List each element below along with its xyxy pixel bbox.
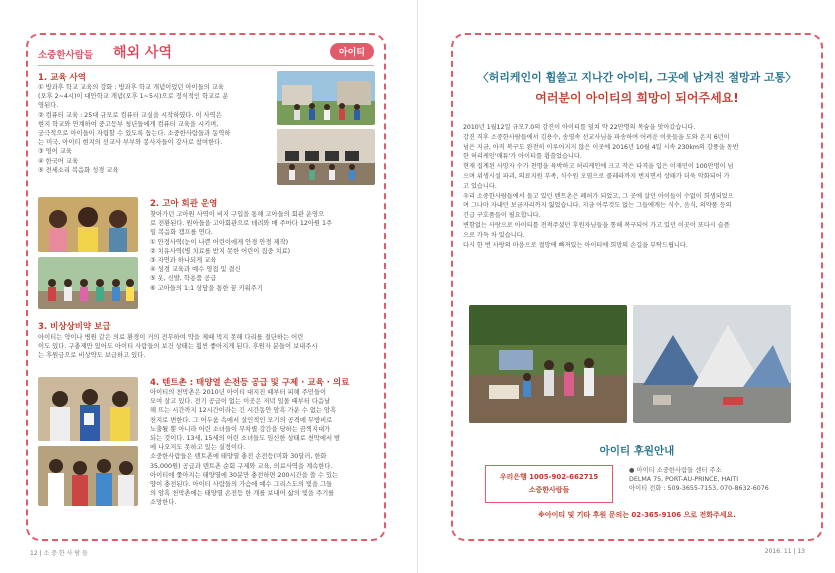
left-page — [0, 0, 417, 573]
right-content-card — [451, 33, 823, 541]
header-divider — [38, 65, 374, 66]
photo-destroyed-tent-village — [633, 305, 791, 423]
footer-right-page-number: 2016. 11 | 13 — [764, 548, 805, 555]
header-org-name: 소중한사람들 — [38, 50, 94, 61]
footer-left-page-number: 12 | 소 중 한 사 람 들 — [30, 550, 88, 557]
section-medicine-text: 아이티는 약이나 병원 같은 의료 환경이 거의 전무하여 약을 제때 먹지 못해 다리를 절단하는 어린 이도 있다. 구충제만 있어도 아이티 사람들의 보건 상태는 훨씬 좋아지게 된다. 후원자 분들이 보내주시 는 후원금으로 비상약도 보급하고 있다. — [38, 334, 318, 360]
section-tent-village-text: 아이티의 천막촌은 2010년 아이티 대지진 때부터 피해 주민들이 모여 살고 있다. 전기 공급이 없는 이곳은 저녁 일몰 때부터 다음날 해 뜨는 시간까지 12시간이라는 긴 시간동안 암흑 가운 수 없는 암흑 천지로 변한다. 그 어두움 속에서 살인적인 모기의 공격에 무방비로 노출될 뿐 아니라 어린 소녀들이 무차별 강간을 당하는 끔찍지대가 되는 것이다. 13세, 15세의 어린 소녀들도 임신한 상태로 천막에서 밤 에 나오지도 못하고 있는 실정이다. 소중한사람들은 텐트촌에 태양열 충전 손전등(미화 30달러, 한화 35,000원) 공급과 텐트촌 순회 구제와 교육, 의료사역을 계속한다. 아이티에 쫓아지는 태양열에 30분만 충전하면 200시간을 쓸 수 있는 양이 충전된다. 아이티 사람들의 가슴에 예수 그리스도의 빛을 그들 의 암흑 천막촌에는 태양열 손전등 한 개를 보내어 삶의 빛을 주기를 소망한다. — [150, 389, 341, 507]
bank-account-number: 우리은행 1005-902-662715 — [499, 473, 599, 481]
section-title-medicine: 3. 비상상비약 보급 — [38, 322, 111, 332]
photo-orphan-kids — [38, 197, 138, 252]
country-tag: 아이티 — [330, 43, 374, 60]
right-page — [418, 0, 835, 573]
appeal-subtitle: 〈허리케인이 휩쓸고 지나간 아이티, 그곳에 남겨진 절망과 고통〉 — [477, 71, 797, 84]
section-title-education: 1. 교육 사역 — [38, 73, 86, 83]
photo-tent-village-kids — [38, 446, 138, 506]
left-header — [38, 41, 374, 63]
haiti-center-address: ● 아이티 소중한사람들 센터 주소 DELMA 75, PORT-AU-PRINCE, HAITI 아이티 전화 : 509-3655-7153, 070-8632-6076 — [629, 467, 769, 492]
bank-account-box — [485, 465, 613, 503]
section-orphan-hall-text: 찾아가던 고아원 사역이 비지 구입을 통해 고아들의 회관 운영으 로 전환된다. 원아들을 고아회관으로 데려와 매 주마다 12아원 1주 일 복음화 캠프를 연다. ① 안정사역(눈이 나쁜 어린이에게 안경 안경 제작) ② 치유사역(병 치료를 받지 못한 어린이 집중 치료) ③ 자연과 하나되게 교육 ④ 성경 교육과 예수 영접 및 결신 ⑤ 옷, 신발, 학용품 공급 ⑥ 고아들의 1:1 상담을 통한 꿈 키워주기 — [150, 211, 333, 292]
section-title-tent-village: 4. 텐트촌 : 태양열 손전등 공급 및 구제 · 교육 · 의료 — [150, 378, 350, 388]
photo-school-group — [277, 71, 375, 125]
appeal-title: 여러분이 아이티의 희망이 되어주세요! — [535, 91, 739, 105]
header-title: 해외 사역 — [113, 45, 172, 61]
photo-computer-class — [277, 129, 375, 185]
left-content-card — [26, 33, 386, 541]
section-title-orphan-hall: 2. 고아 회관 운영 — [150, 199, 218, 209]
support-info-title: 아이티 후원안내 — [599, 445, 675, 457]
section-education-text: ① 방과후 학교 교육의 강화 : 방과후 학교 개념이었던 아이들의 교육 (오후 2~4시)이 대안학교 개념(오후 1~5시)으로 정식적인 학교로 운 영된다. ② 컴퓨터 교육 : 25대 규모로 컴퓨터 교실을 시작하였다. 이 사역은 현지 학교와 연계하여 중고등부 청년들에게 컴퓨터 교육을 시키며, 궁극적으로 아이들이 자립할 수 있도록 돕는다. 소중한사람들과 동역하 는 미국, 아이티 현지의 선교사 부부와 봉사자들이 강사로 참여한다. ③ 영어 교육 ④ 한국어 교육 ⑤ 전세소리 복음화 성경 교육 — [38, 84, 231, 174]
photo-medicine-distribution — [38, 377, 138, 441]
photo-orphan-group — [38, 257, 138, 309]
contact-phone-note: ※아이티 및 기타 후원 문의는 02-365-9106 으로 전화주세요. — [538, 511, 736, 519]
bank-account-holder: 소중한사람들 — [528, 486, 570, 494]
appeal-body-text: 2010년 1월12일 규모7.0의 강진이 아이티를 덮쳐 약 22만명의 목숨을 앗아갔습니다. 강진 직후 소중한사람들에서 김용수, 송영속 선교사님을 파송하여 어려운 이웃들을 도와 온지 6년이 넘은 지금, 아직 복구도 완전히 이루어지지 않은 이곳에 2016년 10월 4일 시속 230km의 강풍을 동반 한 허리케인'매튜'가 아이티를 휩쓸었습니다. 현재 집계된 사망자 수가 천명을 육박하고 허리케인에 크고 작은 타격을 입은 이재민이 100만명이 넘 으며 위생시설 파괴, 의료지원 부족, 식수원 오염으로 콜레라까지 번지면서 상태가 더욱 악화되어 가 고 있습니다. 우리 소중한사람들에서 돌고 있던 텐트촌은 폐허가 되었고, 그 곳에 살던 아이들이 수없이 희생되었으 며 그나마 자내던 보금자리까지 잃었습니다. 지금 아무것도 없는 그들에게는 식수, 음식, 의약품 등의 긴급 구호품들이 필요합니다. 변함없는 사랑으로 아이티를 전적주셨던 후원자님들을 통해 복구되어 가고 있던 이곳이 또다시 슬픔 으로 가득 차 있습니다. 다시 한 번 사랑의 마음으로 절망에 빠져있는 아이티에 희망의 손길을 부탁드립니다. — [463, 124, 739, 249]
photo-hurricane-damage-people — [469, 305, 627, 423]
